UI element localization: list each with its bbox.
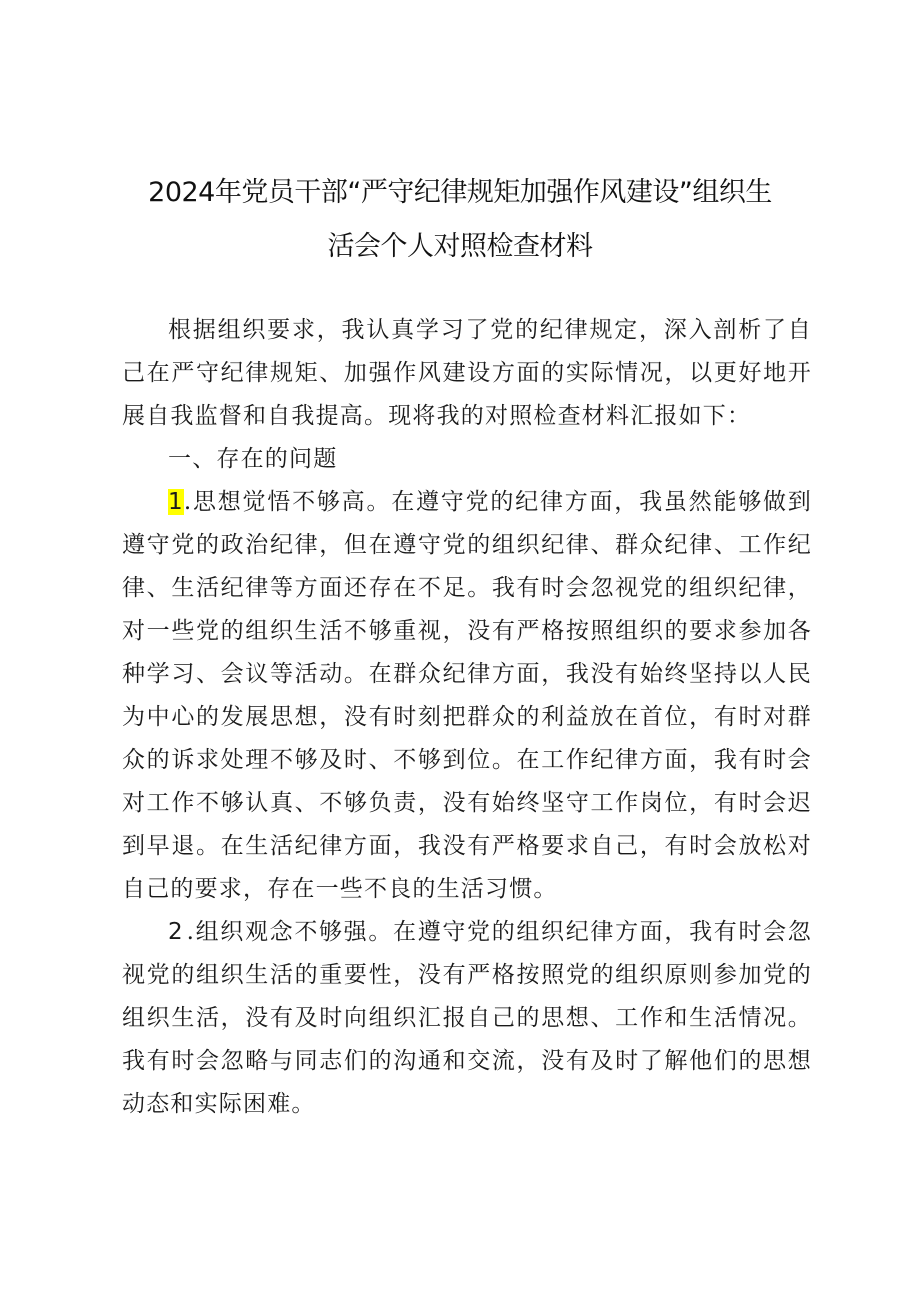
document-title-line2: 活会个人对照检查材料	[327, 231, 593, 262]
intro-paragraph: 根据组织要求，我认真学习了党的纪律规定，深入剖析了自己在严守纪律规矩、加强作风建设方面的实际情况，以更好地开展自我监督和自我提高。现将我的对照检查材料汇报如下：	[122, 317, 812, 429]
section-heading: 一、存在的问题	[168, 446, 338, 472]
item-number-highlight: 1	[168, 489, 184, 515]
document-title-line1: 2024年党员干部“严守纪律规矩加强作风建设”组织生	[148, 177, 772, 208]
item-number: 2	[168, 919, 187, 945]
problem-item-1	[122, 481, 812, 911]
item-1-text: .思想觉悟不够高。在遵守党的纪律方面，我虽然能够做到遵守党的政治纪律，但在遵守党的组织纪律、群众纪律、工作纪律、生活纪律等方面还存在不足。我有时会忽视党的组织纪律，对一些党的组织生活不够重视，没有严格按照组织的要求参加各种学习、会议等活动。在群众纪律方面，我没有始终坚持以人民为中心的发展思想，没有时刻把群众的利益放在首位，有时对群众的诉求处理不够及时、不够到位。在工作纪律方面，我有时会对工作不够认真、不够负责，没有始终坚守工作岗位，有时会迟到早退。在生活纪律方面，我没有严格要求自己，有时会放松对自己的要求，存在一些不良的生活习惯。	[122, 489, 812, 902]
problem-item-2	[122, 911, 812, 1126]
document-body	[122, 309, 812, 1126]
item-2-text: .组织观念不够强。在遵守党的组织纪律方面，我有时会忽视党的组织生活的重要性，没有严格按照党的组织原则参加党的组织生活，没有及时向组织汇报自己的思想、工作和生活情况。我有时会忽略与同志们的沟通和交流，没有及时了解他们的思想动态和实际困难。	[122, 919, 812, 1117]
